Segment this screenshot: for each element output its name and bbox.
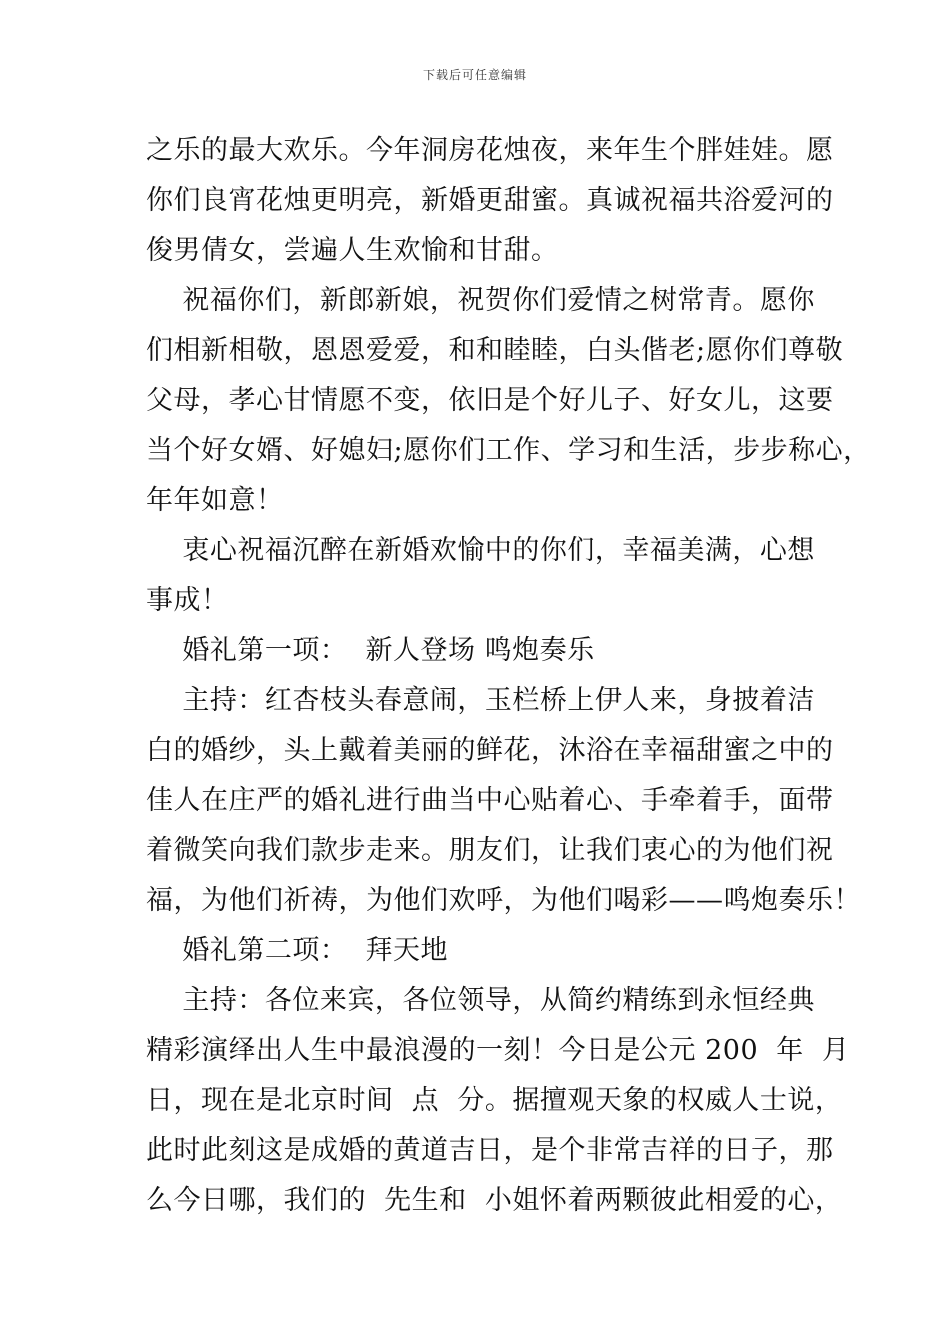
text-line: 事成！ — [146, 585, 229, 616]
text-line: 日，现在是北京时间 点 分。据擅观天象的权威人士说， — [146, 1085, 843, 1116]
text-line: 白的婚纱，头上戴着美丽的鲜花，沐浴在幸福甜蜜之中的 — [146, 735, 834, 766]
text-line: 着微笑向我们款步走来。朋友们，让我们衷心的为他们祝 — [146, 835, 834, 866]
text-line: 俊男倩女，尝遍人生欢愉和甘甜。 — [146, 235, 559, 266]
text-line: 们相新相敬，恩恩爱爱，和和睦睦，白头偕老;愿你们尊敬 — [146, 335, 844, 366]
section-heading: 婚礼第一项： 新人登场 鸣炮奏乐 — [146, 635, 595, 666]
text-line: 父母，孝心甘情愿不变，依旧是个好儿子、好女儿，这要 — [146, 385, 834, 416]
page-header-note: 下载后可任意编辑 — [422, 68, 527, 82]
text-line: 衷心祝福沉醉在新婚欢愉中的你们，幸福美满，心想 — [146, 535, 815, 566]
text-line: 当个好女婿、好媳妇;愿你们工作、学习和生活，步步称心， — [146, 435, 871, 466]
text-line: 祝福你们，新郎新娘，祝贺你们爱情之树常青。愿你 — [146, 285, 815, 316]
text-line: 么今日哪，我们的 先生和 小姐怀着两颗彼此相爱的心， — [146, 1185, 843, 1216]
section-heading: 婚礼第二项： 拜天地 — [146, 935, 448, 966]
document-body — [146, 126, 871, 1226]
text-line: 主持：红杏枝头春意闹，玉栏桥上伊人来，身披着洁 — [146, 685, 815, 716]
text-line: 之乐的最大欢乐。今年洞房花烛夜，来年生个胖娃娃。愿 — [146, 135, 834, 166]
text-line: 佳人在庄严的婚礼进行曲当中心贴着心、手牵着手，面带 — [146, 785, 834, 816]
text-line: 年年如意！ — [146, 485, 284, 516]
text-line: 福，为他们祈祷，为他们欢呼，为他们喝彩——鸣炮奏乐！ — [146, 885, 861, 916]
text-line: 精彩演绎出人生中最浪漫的一刻！今日是公元 200 年 月 — [146, 1035, 850, 1066]
text-line: 你们良宵花烛更明亮，新婚更甜蜜。真诚祝福共浴爱河的 — [146, 185, 834, 216]
text-line: 主持：各位来宾，各位领导，从简约精练到永恒经典 — [146, 985, 815, 1016]
text-line: 此时此刻这是成婚的黄道吉日，是个非常吉祥的日子，那 — [146, 1135, 834, 1166]
